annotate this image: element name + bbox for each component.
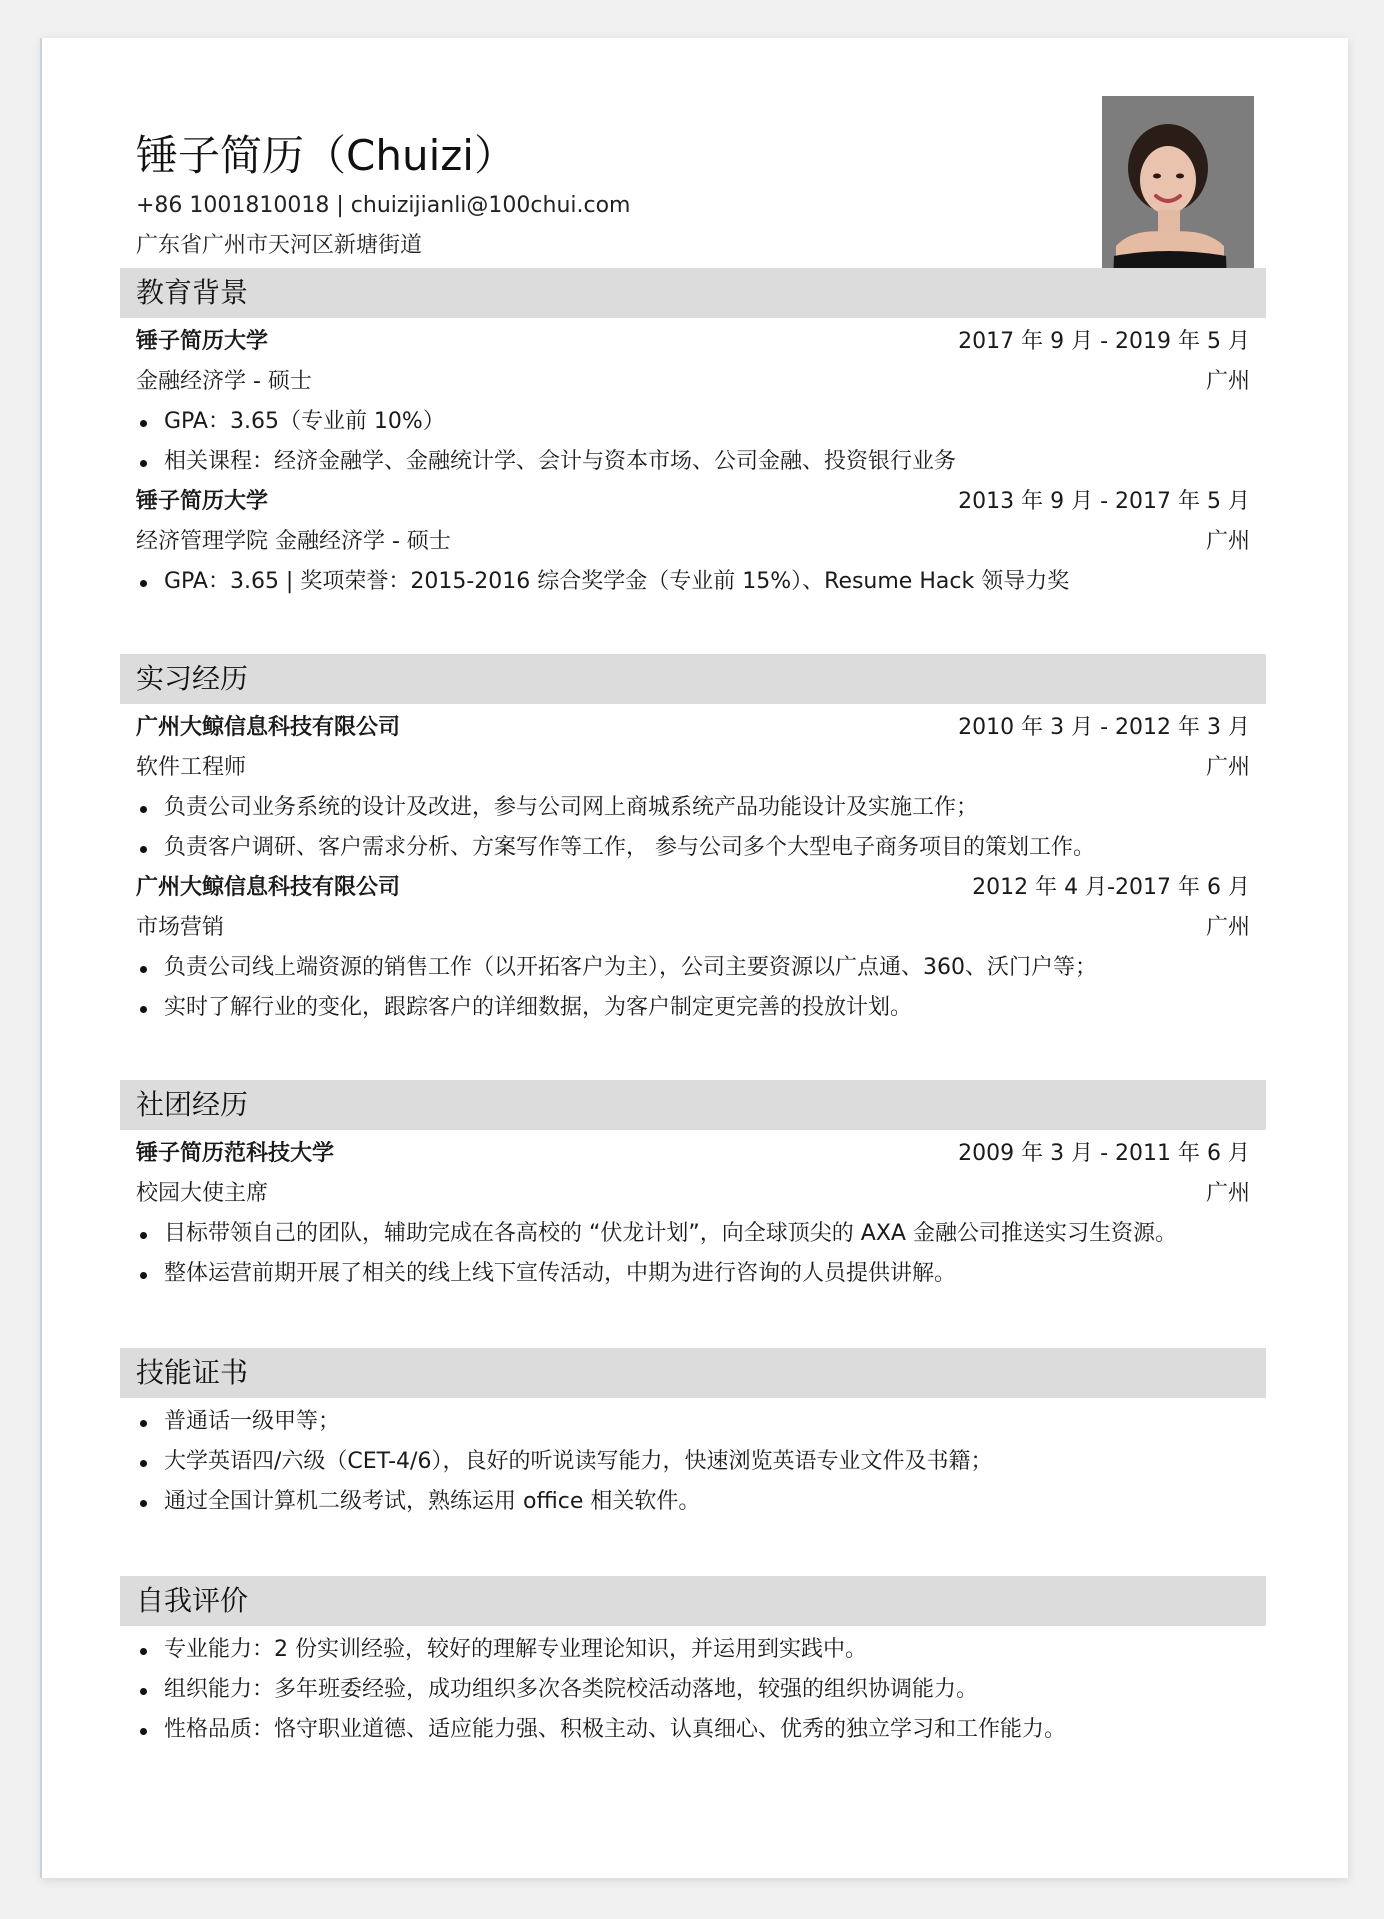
entry-org: 广州大鲸信息科技有限公司 bbox=[136, 715, 401, 740]
candidate-name: 锤子简历（Chuizi） bbox=[136, 131, 516, 180]
section-title: 自我评价 bbox=[136, 1584, 249, 1617]
entry-date: 2013 年 9 月 - 2017 年 5 月 bbox=[958, 489, 1250, 514]
entry-location: 广州 bbox=[1205, 369, 1250, 394]
list-item bbox=[140, 1402, 1250, 1442]
list-item bbox=[140, 988, 1250, 1028]
entry-role: 校园大使主席 bbox=[136, 1181, 269, 1206]
bullet-dot bbox=[140, 846, 147, 853]
list-item-text: 大学英语四/六级（CET-4/6），良好的听说读写能力，快速浏览英语专业文件及书籍； bbox=[164, 1449, 993, 1474]
section-title: 社团经历 bbox=[136, 1088, 249, 1121]
entry-date: 2012 年 4 月-2017 年 6 月 bbox=[972, 875, 1250, 900]
list-item-text: 负责公司线上端资源的销售工作（以开拓客户为主），公司主要资源以广点通、360、沃门户等； bbox=[164, 955, 1097, 980]
entry-header bbox=[136, 322, 1250, 362]
entry-header bbox=[136, 868, 1250, 908]
bullet-dot bbox=[140, 1648, 147, 1655]
bullet-dot bbox=[140, 966, 147, 973]
list-item bbox=[140, 1710, 1250, 1750]
entry-role: 金融经济学 - 硕士 bbox=[136, 369, 312, 394]
section-skills bbox=[120, 1348, 1266, 1398]
list-item-text: 普通话一级甲等； bbox=[164, 1409, 341, 1434]
entry-org: 广州大鲸信息科技有限公司 bbox=[136, 875, 401, 900]
list-item-text: GPA：3.65 | 奖项荣誉：2015-2016 综合奖学金（专业前 15%）、Resume Hack 领导力奖 bbox=[164, 569, 1070, 594]
entry-subheader bbox=[136, 1174, 1250, 1214]
list-item-text: GPA：3.65（专业前 10%） bbox=[164, 409, 445, 434]
bullet-dot bbox=[140, 580, 147, 587]
bullet-dot bbox=[140, 1728, 147, 1735]
entry-subheader bbox=[136, 522, 1250, 562]
entry-date: 2009 年 3 月 - 2011 年 6 月 bbox=[958, 1141, 1250, 1166]
bullet-dot bbox=[140, 806, 147, 813]
entry-location: 广州 bbox=[1205, 915, 1250, 940]
section-title: 实习经历 bbox=[136, 662, 249, 695]
list-item bbox=[140, 1482, 1250, 1522]
entry-org: 锤子简历大学 bbox=[136, 329, 269, 354]
list-item-text: 负责公司业务系统的设计及改进，参与公司网上商城系统产品功能设计及实施工作； bbox=[164, 795, 979, 820]
entry-role: 经济管理学院 金融经济学 - 硕士 bbox=[136, 529, 451, 554]
list-item-text: 整体运营前期开展了相关的线上线下宣传活动，中期为进行咨询的人员提供讲解。 bbox=[164, 1261, 957, 1286]
entry-subheader bbox=[136, 908, 1250, 948]
entry-location: 广州 bbox=[1205, 755, 1250, 780]
section-self-evaluation bbox=[120, 1576, 1266, 1626]
address-line: 广东省广州市天河区新塘街道 bbox=[136, 233, 423, 258]
list-item bbox=[140, 1214, 1250, 1254]
entry-location: 广州 bbox=[1205, 1181, 1250, 1206]
list-item bbox=[140, 828, 1250, 868]
bullet-dot bbox=[140, 420, 147, 427]
list-item bbox=[140, 788, 1250, 828]
resume-header bbox=[136, 126, 630, 266]
bullet-dot bbox=[140, 1006, 147, 1013]
bullet-dot bbox=[140, 1460, 147, 1467]
entry-subheader bbox=[136, 362, 1250, 402]
entry-role: 软件工程师 bbox=[136, 755, 247, 780]
section-internship bbox=[120, 654, 1266, 704]
entry-subheader bbox=[136, 748, 1250, 788]
contact-line: +86 1001810018 | chuizijianli@100chui.com bbox=[136, 193, 631, 218]
entry-org: 锤子简历大学 bbox=[136, 489, 269, 514]
list-item bbox=[140, 1630, 1250, 1670]
entry-role: 市场营销 bbox=[136, 915, 225, 940]
list-item bbox=[140, 1254, 1250, 1294]
list-item-text: 负责客户调研、客户需求分析、方案写作等工作， 参与公司多个大型电子商务项目的策划工作。 bbox=[164, 835, 1095, 860]
list-item bbox=[140, 562, 1250, 602]
entry-date: 2017 年 9 月 - 2019 年 5 月 bbox=[958, 329, 1250, 354]
entry-header bbox=[136, 708, 1250, 748]
section-club bbox=[120, 1080, 1266, 1130]
list-item bbox=[140, 402, 1250, 442]
bullet-dot bbox=[140, 1420, 147, 1427]
list-item bbox=[140, 1442, 1250, 1482]
list-item-text: 相关课程：经济金融学、金融统计学、会计与资本市场、公司金融、投资银行业务 bbox=[164, 449, 957, 474]
entry-header bbox=[136, 1134, 1250, 1174]
list-item-text: 目标带领自己的团队，辅助完成在各高校的 “伏龙计划”，向全球顶尖的 AXA 金融公司推送实习生资源。 bbox=[164, 1221, 1177, 1246]
entry-header bbox=[136, 482, 1250, 522]
bullet-dot bbox=[140, 1272, 147, 1279]
section-title: 技能证书 bbox=[136, 1356, 249, 1389]
section-education bbox=[120, 268, 1266, 318]
list-item-text: 实时了解行业的变化，跟踪客户的详细数据，为客户制定更完善的投放计划。 bbox=[164, 995, 913, 1020]
list-item-text: 通过全国计算机二级考试，熟练运用 office 相关软件。 bbox=[164, 1489, 701, 1514]
entry-location: 广州 bbox=[1205, 529, 1250, 554]
bullet-dot bbox=[140, 460, 147, 467]
entry-date: 2010 年 3 月 - 2012 年 3 月 bbox=[958, 715, 1250, 740]
bullet-dot bbox=[140, 1688, 147, 1695]
list-item bbox=[140, 1670, 1250, 1710]
section-title: 教育背景 bbox=[136, 276, 249, 309]
bullet-dot bbox=[140, 1500, 147, 1507]
list-item-text: 专业能力：2 份实训经验，较好的理解专业理论知识，并运用到实践中。 bbox=[164, 1637, 867, 1662]
list-item-text: 性格品质：恪守职业道德、适应能力强、积极主动、认真细心、优秀的独立学习和工作能力。 bbox=[164, 1717, 1067, 1742]
list-item bbox=[140, 442, 1250, 482]
list-item-text: 组织能力：多年班委经验，成功组织多次各类院校活动落地，较强的组织协调能力。 bbox=[164, 1677, 979, 1702]
list-item bbox=[140, 948, 1250, 988]
bullet-dot bbox=[140, 1232, 147, 1239]
resume-page bbox=[42, 38, 1348, 1878]
entry-org: 锤子简历范科技大学 bbox=[136, 1141, 335, 1166]
